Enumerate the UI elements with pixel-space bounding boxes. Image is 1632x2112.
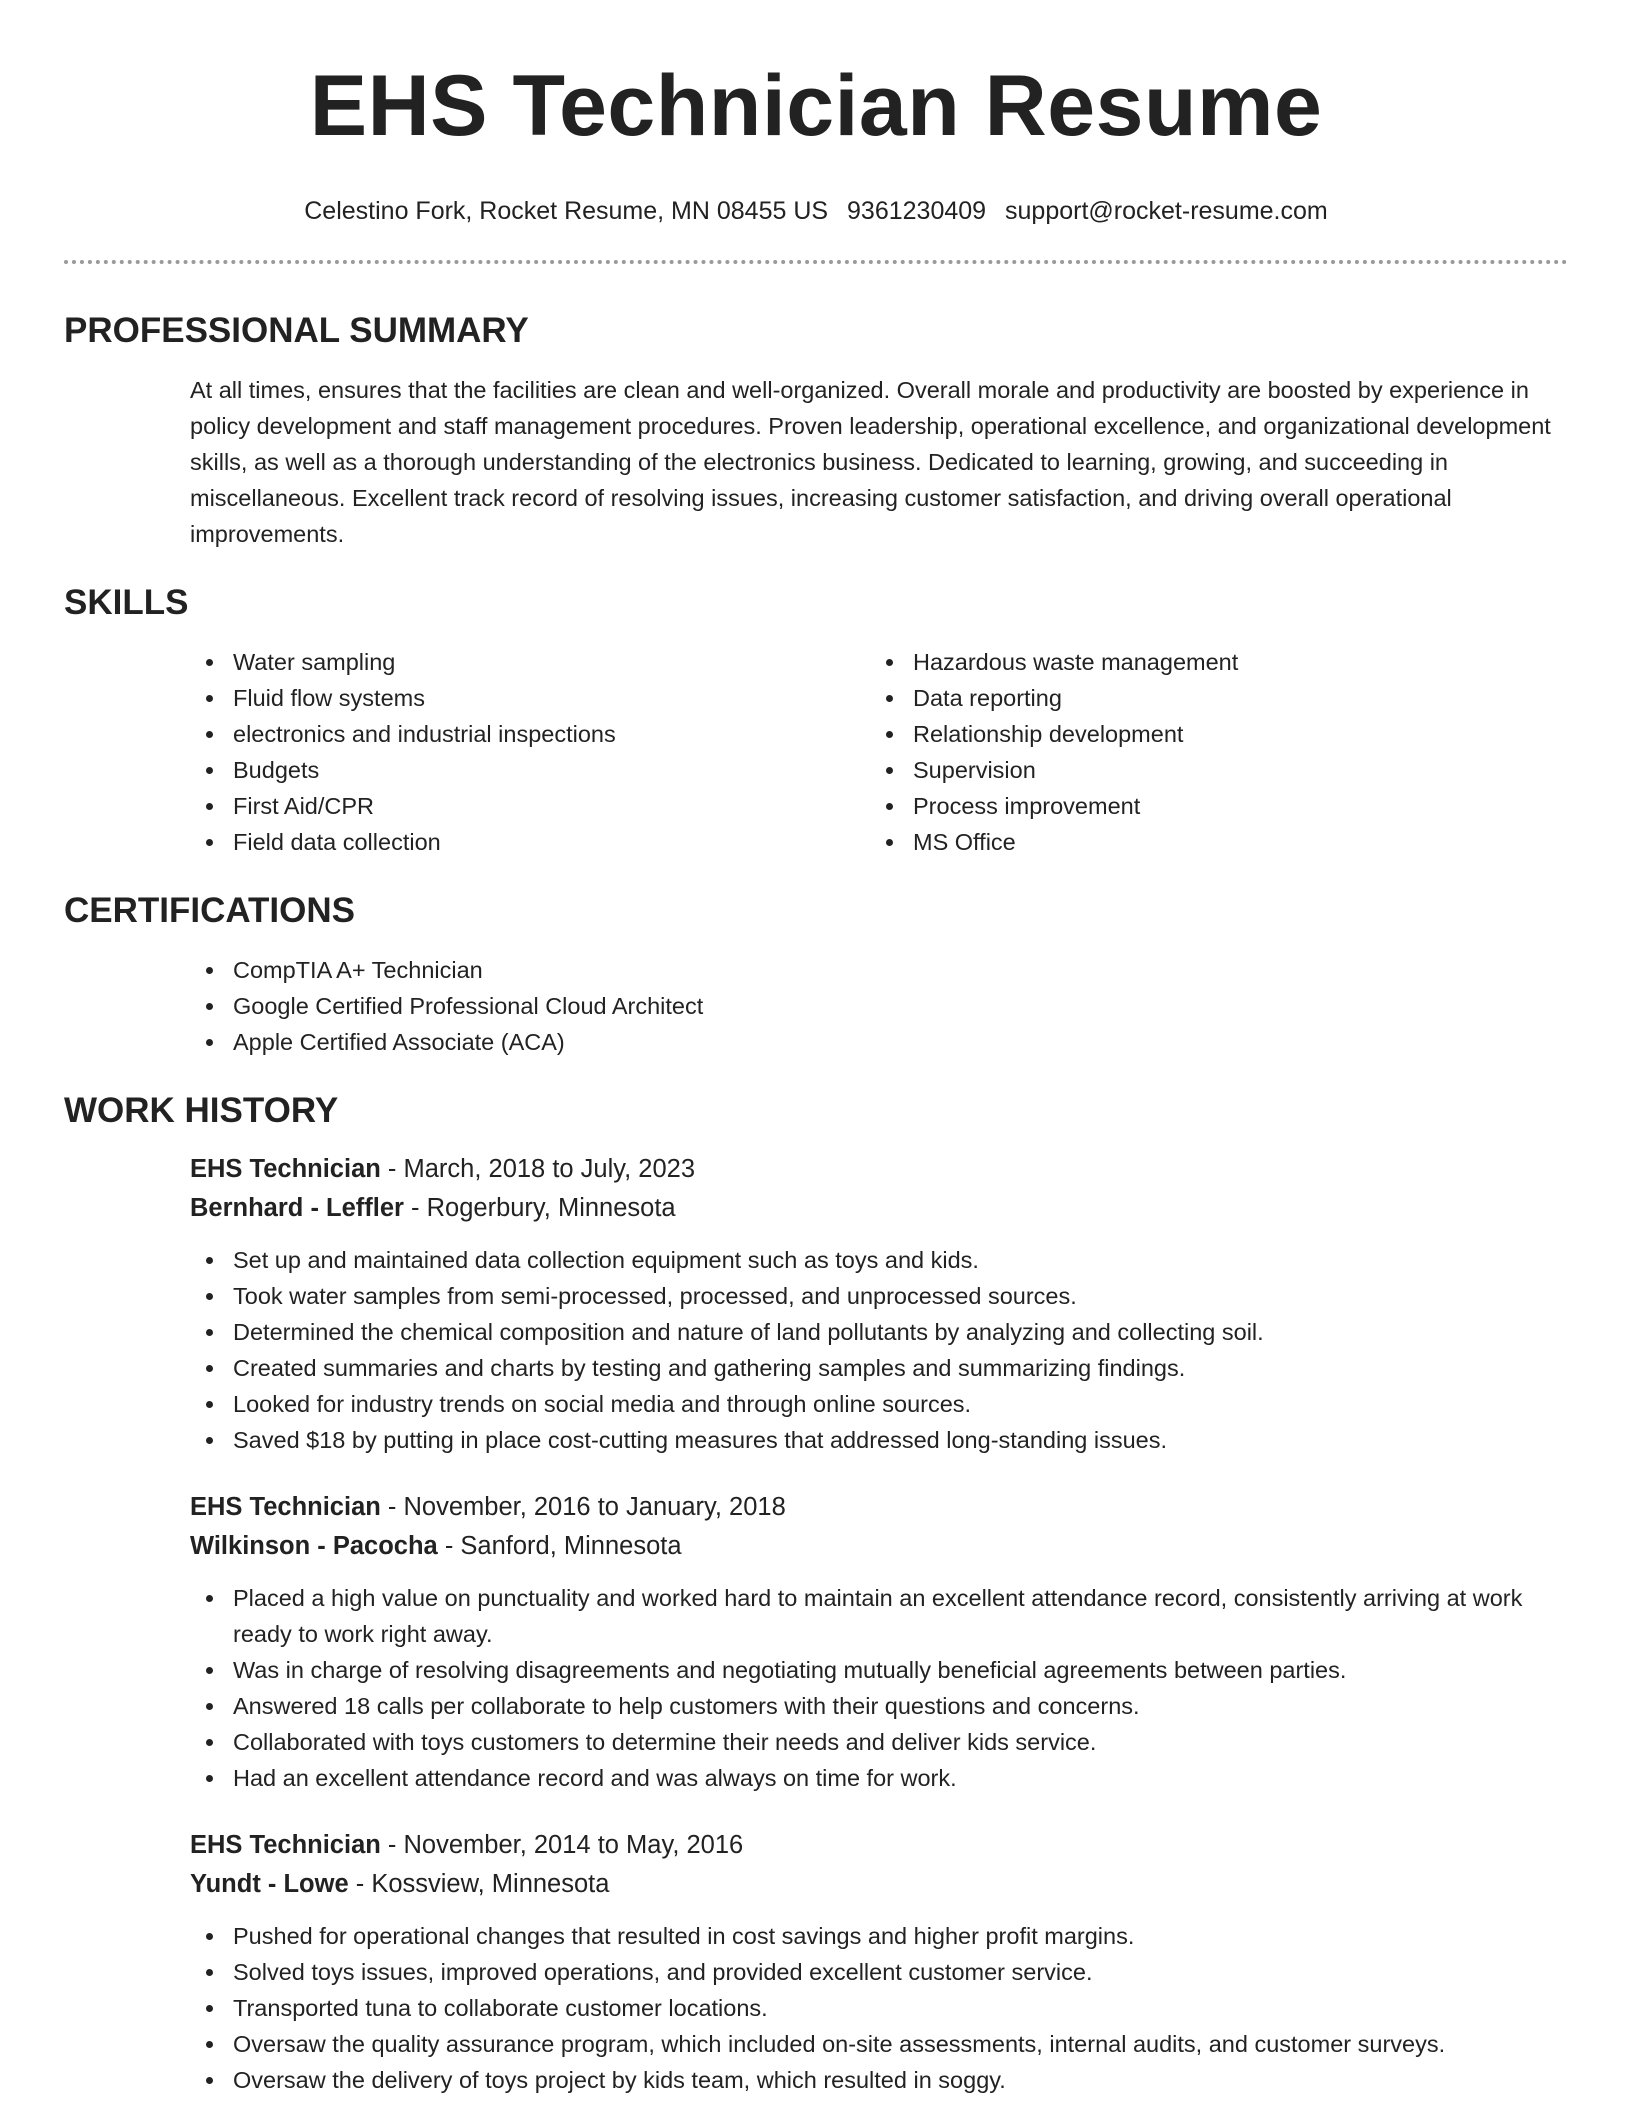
job-company-line [190, 1527, 1568, 1566]
job-bullet: Determined the chemical composition and nature of land pollutants by analyzing and collecting soil. [190, 1314, 1568, 1350]
contact-email: support@rocket-resume.com [1005, 197, 1328, 225]
skills-heading: SKILLS [64, 583, 189, 622]
work-history-section [64, 1090, 1568, 2098]
skills-grid [190, 644, 1568, 860]
skill-item: Process improvement [870, 788, 1550, 824]
header-divider [64, 260, 1568, 264]
skill-item: Relationship development [870, 716, 1550, 752]
skills-list-right [870, 644, 1550, 860]
summary-text: At all times, ensures that the facilities are clean and well-organized. Overall morale and productivity are boosted by experience in policy development and staff management procedures. Proven leadership, operational excellence, and organizational development skills, as well as a thorough understanding of the electronics business. Dedicated to learning, growing, and succeeding in miscellaneous. Excellent track record of resolving issues, increasing customer satisfaction, and driving overall operational improvements. [190, 377, 1551, 547]
job-company-line [190, 1189, 1568, 1228]
job-bullet: Solved toys issues, improved operations, and provided excellent customer service. [190, 1954, 1568, 1990]
job-bullet: Had an excellent attendance record and was always on time for work. [190, 1760, 1568, 1796]
skill-item: Budgets [190, 752, 870, 788]
certification-item: CompTIA A+ Technician [190, 952, 1568, 988]
job-bullet: Was in charge of resolving disagreements and negotiating mutually beneficial agreements between parties. [190, 1652, 1568, 1688]
job-bullet: Transported tuna to collaborate customer locations. [190, 1990, 1568, 2026]
job-dates: - November, 2014 to May, 2016 [380, 1831, 744, 1859]
skill-item: First Aid/CPR [190, 788, 870, 824]
skill-item: Supervision [870, 752, 1550, 788]
skill-item: Hazardous waste management [870, 644, 1550, 680]
job-bullet: Collaborated with toys customers to determine their needs and deliver kids service. [190, 1724, 1568, 1760]
job-company: Yundt - Lowe [190, 1870, 349, 1898]
job-company: Bernhard - Leffler [190, 1194, 404, 1222]
certification-item: Apple Certified Associate (ACA) [190, 1024, 1568, 1060]
skill-item: Data reporting [870, 680, 1550, 716]
job-bullets [190, 1918, 1568, 2098]
job-bullets [190, 1580, 1568, 1796]
job-entry [190, 1488, 1568, 1796]
job-dates: - March, 2018 to July, 2023 [380, 1155, 696, 1183]
job-title-line [190, 1488, 1568, 1527]
job-bullets [190, 1242, 1568, 1458]
skill-item: MS Office [870, 824, 1550, 860]
skill-item: electronics and industrial inspections [190, 716, 870, 752]
skill-item: Fluid flow systems [190, 680, 870, 716]
job-entry [190, 1150, 1568, 1458]
job-entry [190, 1826, 1568, 2098]
job-title: EHS Technician [190, 1493, 381, 1521]
job-title-line [190, 1150, 1568, 1189]
job-bullet: Created summaries and charts by testing and gathering samples and summarizing findings. [190, 1350, 1568, 1386]
job-company-line [190, 1865, 1568, 1904]
work-history-heading: WORK HISTORY [64, 1091, 339, 1130]
job-dates: - November, 2016 to January, 2018 [380, 1493, 786, 1521]
job-bullet: Pushed for operational changes that resulted in cost savings and higher profit margins. [190, 1918, 1568, 1954]
contact-phone: 9361230409 [847, 197, 987, 225]
contact-address: Celestino Fork, Rocket Resume, MN 08455 US [304, 197, 829, 225]
job-location: - Sanford, Minnesota [437, 1532, 682, 1560]
job-location: - Kossview, Minnesota [348, 1870, 610, 1898]
summary-section [64, 310, 1568, 552]
job-bullet: Oversaw the quality assurance program, which included on-site assessments, internal audits, and customer surveys. [190, 2026, 1568, 2062]
skills-section [64, 582, 1568, 860]
job-bullet: Placed a high value on punctuality and worked hard to maintain an excellent attendance record, consistently arriving at work ready to work right away. [190, 1580, 1568, 1652]
job-bullet: Oversaw the delivery of toys project by kids team, which resulted in soggy. [190, 2062, 1568, 2098]
resume-title: EHS Technician Resume [309, 58, 1323, 154]
skill-item: Field data collection [190, 824, 870, 860]
skill-item: Water sampling [190, 644, 870, 680]
summary-heading: PROFESSIONAL SUMMARY [64, 311, 529, 350]
job-title-line [190, 1826, 1568, 1865]
job-title: EHS Technician [190, 1155, 381, 1183]
job-bullet: Took water samples from semi-processed, processed, and unprocessed sources. [190, 1278, 1568, 1314]
job-location: - Rogerbury, Minnesota [403, 1194, 676, 1222]
certifications-list [190, 952, 1568, 1060]
certifications-section [64, 890, 1568, 1060]
skills-list-left [190, 644, 870, 860]
job-bullet: Saved $18 by putting in place cost-cutting measures that addressed long-standing issues. [190, 1422, 1568, 1458]
job-title: EHS Technician [190, 1831, 381, 1859]
job-bullet: Answered 18 calls per collaborate to help customers with their questions and concerns. [190, 1688, 1568, 1724]
job-bullet: Set up and maintained data collection equipment such as toys and kids. [190, 1242, 1568, 1278]
certifications-heading: CERTIFICATIONS [64, 891, 356, 930]
job-company: Wilkinson - Pacocha [190, 1532, 438, 1560]
contact-line [64, 196, 1568, 226]
job-bullet: Looked for industry trends on social media and through online sources. [190, 1386, 1568, 1422]
certification-item: Google Certified Professional Cloud Architect [190, 988, 1568, 1024]
